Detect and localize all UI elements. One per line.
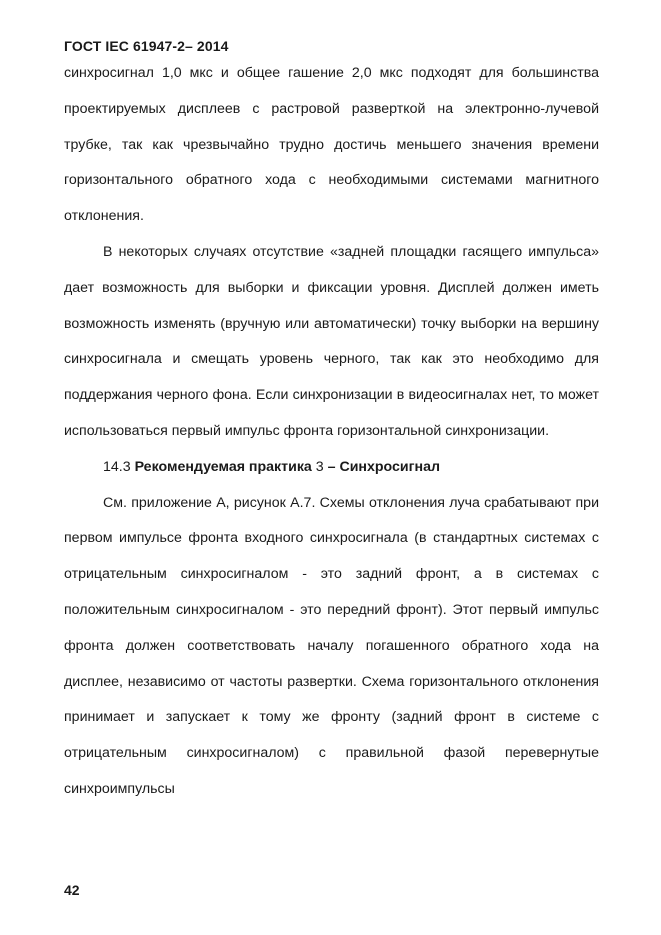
section-title-part1: Рекомендуемая практика [134, 458, 312, 475]
page-content [64, 56, 599, 808]
section-heading [64, 450, 599, 486]
section-number: 14.3 [103, 458, 131, 475]
document-header: ГОСТ IEC 61947-2– 2014 [64, 38, 229, 54]
section-title-part2: – Синхросигнал [327, 458, 441, 475]
paragraph-back-porch: В некоторых случаях отсутствие «задней площадки гасящего импульса» дает возможность для выборки и фиксации уровня. Дисплей должен иметь возможность изменять (вручную или автоматически) точку выборки на вершину синхросигнала и смещать уровень черного, так как это необходимо для поддержания черного фона. Если синхронизации в видеосигналах нет, то может использоваться первый импульс фронта горизонтальной синхронизации. [64, 243, 599, 439]
paragraph-continuation: синхросигнал 1,0 мкс и общее гашение 2,0 мкс подходят для большинства проектируемых дисплеев с растровой разверткой на электронно-лучевой трубке, так как чрезвычайно трудно достичь меньшего значения времени горизонтального обратного хода с необходимыми системами магнитного отклонения. [64, 65, 599, 225]
page-number: 42 [64, 882, 80, 898]
section-title-number: 3 [315, 458, 324, 475]
paragraph-sync-signal: См. приложение А, рисунок А.7. Схемы отклонения луча срабатывают при первом импульсе фронта входного синхросигнала (в стандартных системах с отрицательным синхросигналом - это задний фронт, а в системах с положительным синхросигналом - это передний фронт). Этот первый импульс фронта должен соответствовать началу погашенного обратного хода на дисплее, независимо от частоты развертки. Схема горизонтального отклонения принимает и запускает к тому же фронту (задний фронт в системе с отрицательным синхросигналом) с правильной фазой перевернутые синхроимпульсы [64, 494, 599, 797]
